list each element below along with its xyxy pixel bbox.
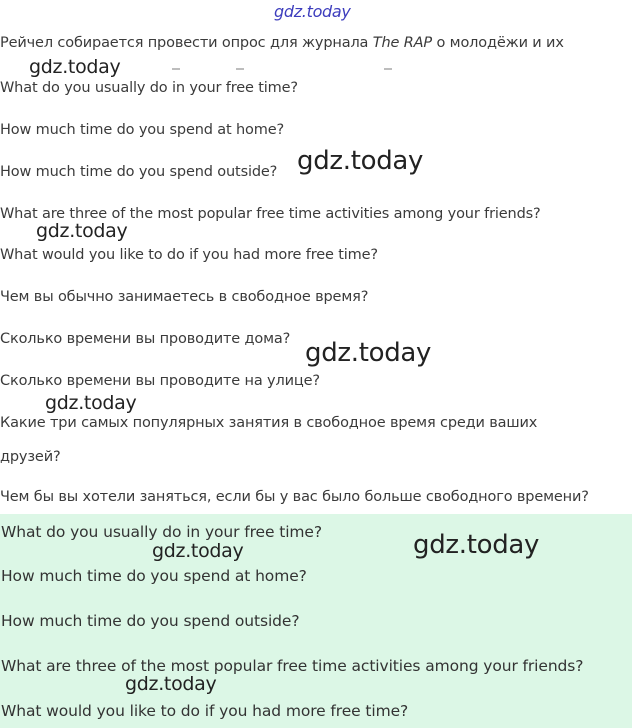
question-ru-5: Чем бы вы хотели заняться, если бы у вас было больше свободного времени?	[0, 489, 589, 505]
intro-text	[0, 34, 564, 52]
answer-question-4: What are three of the most popular free time activities among your friends?	[1, 657, 584, 675]
watermark: gdz.today	[152, 540, 244, 562]
watermark: gdz.today	[297, 146, 424, 176]
clipped-glyph	[172, 68, 180, 70]
question-en-2: How much time do you spend at home?	[0, 122, 285, 138]
clipped-glyph	[236, 68, 244, 70]
answer-question-2: How much time do you spend at home?	[1, 567, 307, 585]
watermark: gdz.today	[45, 392, 137, 414]
intro-before: Рейчел собирается провести опрос для журнала	[0, 35, 373, 51]
watermark: gdz.today	[36, 220, 128, 242]
question-ru-4: Какие три самых популярных занятия в свободное время среди ваших	[0, 415, 538, 431]
question-ru-4-cont: друзей?	[0, 449, 61, 465]
intro-magazine: The RAP	[372, 35, 433, 51]
answer-question-1: What do you usually do in your free time?	[1, 523, 322, 541]
question-en-5: What would you like to do if you had more free time?	[0, 247, 378, 263]
question-en-3: How much time do you spend outside?	[0, 164, 278, 180]
question-ru-2: Сколько времени вы проводите дома?	[0, 331, 291, 347]
question-en-4: What are three of the most popular free time activities among your friends?	[0, 206, 541, 222]
watermark: gdz.today	[29, 56, 121, 78]
watermark-top: gdz.today	[274, 2, 351, 21]
answer-question-3: How much time do you spend outside?	[1, 612, 300, 630]
question-en-1: What do you usually do in your free time?	[0, 80, 298, 96]
watermark: gdz.today	[125, 673, 217, 695]
answer-question-5: What would you like to do if you had more free time?	[1, 702, 409, 720]
watermark: gdz.today	[413, 530, 540, 560]
question-ru-3: Сколько времени вы проводите на улице?	[0, 373, 320, 389]
clipped-glyph	[384, 68, 392, 70]
intro-after: о молодёжи и их	[432, 35, 564, 51]
watermark: gdz.today	[305, 338, 432, 368]
question-ru-1: Чем вы обычно занимаетесь в свободное время?	[0, 289, 369, 305]
